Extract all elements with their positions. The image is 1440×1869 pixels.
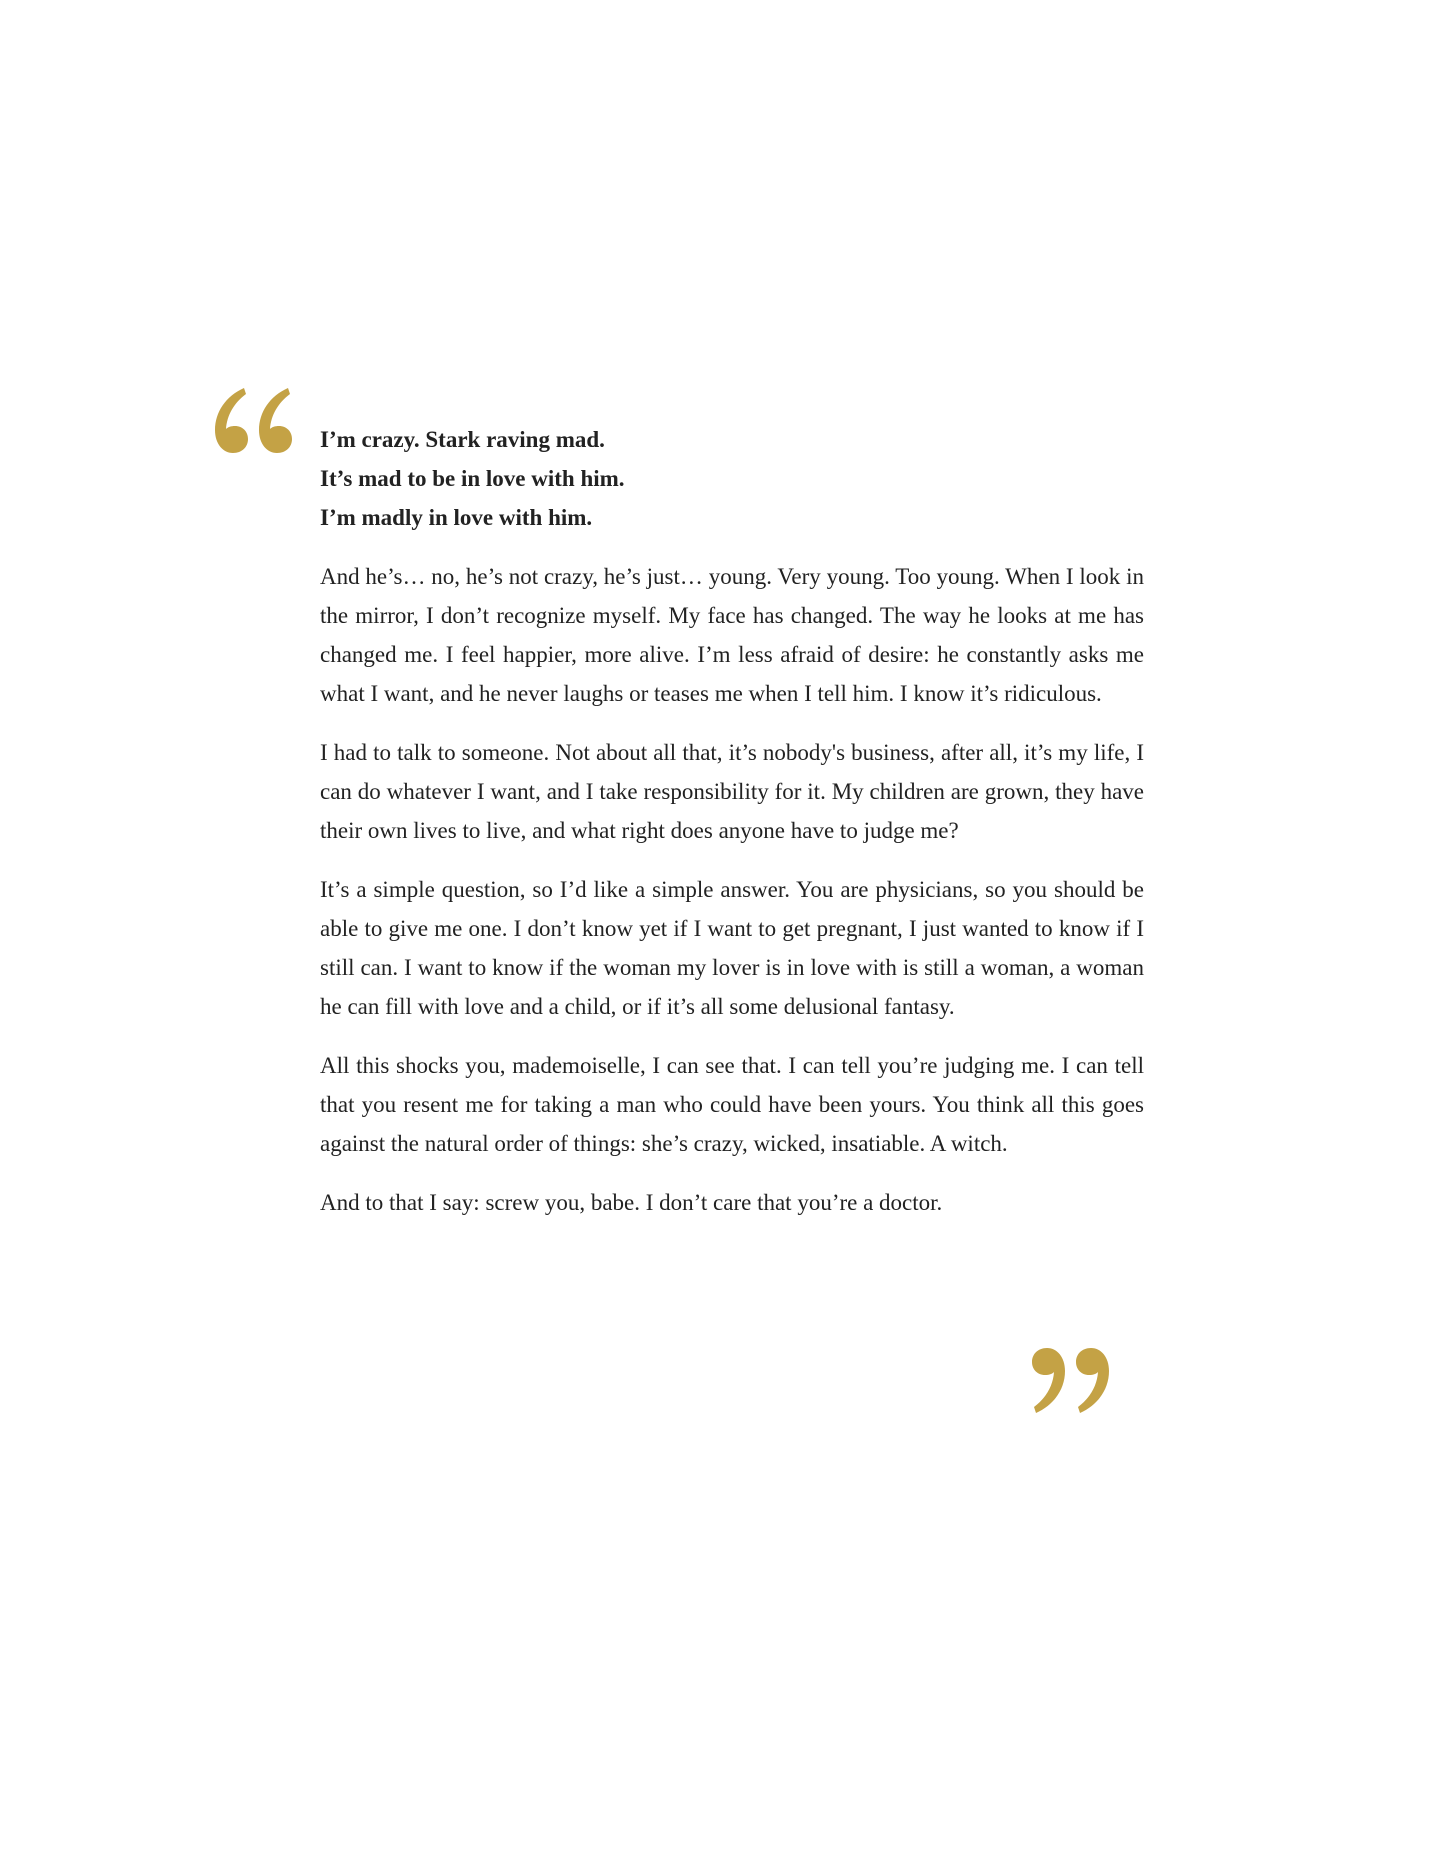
lead-statement	[320, 420, 1144, 537]
lead-line: It’s mad to be in love with him.	[320, 466, 625, 491]
lead-line: I’m crazy. Stark raving mad.	[320, 427, 605, 452]
paragraph: And he’s… no, he’s not crazy, he’s just… young. Very young. Too young. When I look in the mirror, I don’t recognize myself. My face has changed. The way he looks at me has changed me. I feel happier, more alive. I’m less afraid of desire: he constantly asks me what I want, and he never laughs or teases me when I tell him. I know it’s ridiculous.	[320, 564, 1144, 706]
paragraph: It’s a simple question, so I’d like a simple answer. You are physicians, so you should be able to give me one. I don’t know yet if I want to get pregnant, I just wanted to know if I still can. I want to know if the woman my lover is in love with is still a woman, a woman he can fill with love and a child, or if it’s all some delusional fantasy.	[320, 877, 1144, 1019]
open-quote-icon	[212, 386, 294, 456]
lead-line: I’m madly in love with him.	[320, 505, 593, 530]
close-quote-icon	[1030, 1345, 1112, 1415]
quote-text-block	[320, 420, 1144, 1242]
paragraph: All this shocks you, mademoiselle, I can see that. I can tell you’re judging me. I can tell that you resent me for taking a man who could have been yours. You think all this goes against the natural order of things: she’s crazy, wicked, insatiable. A witch.	[320, 1053, 1144, 1156]
paragraph: I had to talk to someone. Not about all that, it’s nobody's business, after all, it’s my life, I can do whatever I want, and I take responsibility for it. My children are grown, they have their own lives to live, and what right does anyone have to judge me?	[320, 740, 1144, 843]
closing-paragraph: And to that I say: screw you, babe. I don’t care that you’re a doctor.	[320, 1190, 943, 1215]
